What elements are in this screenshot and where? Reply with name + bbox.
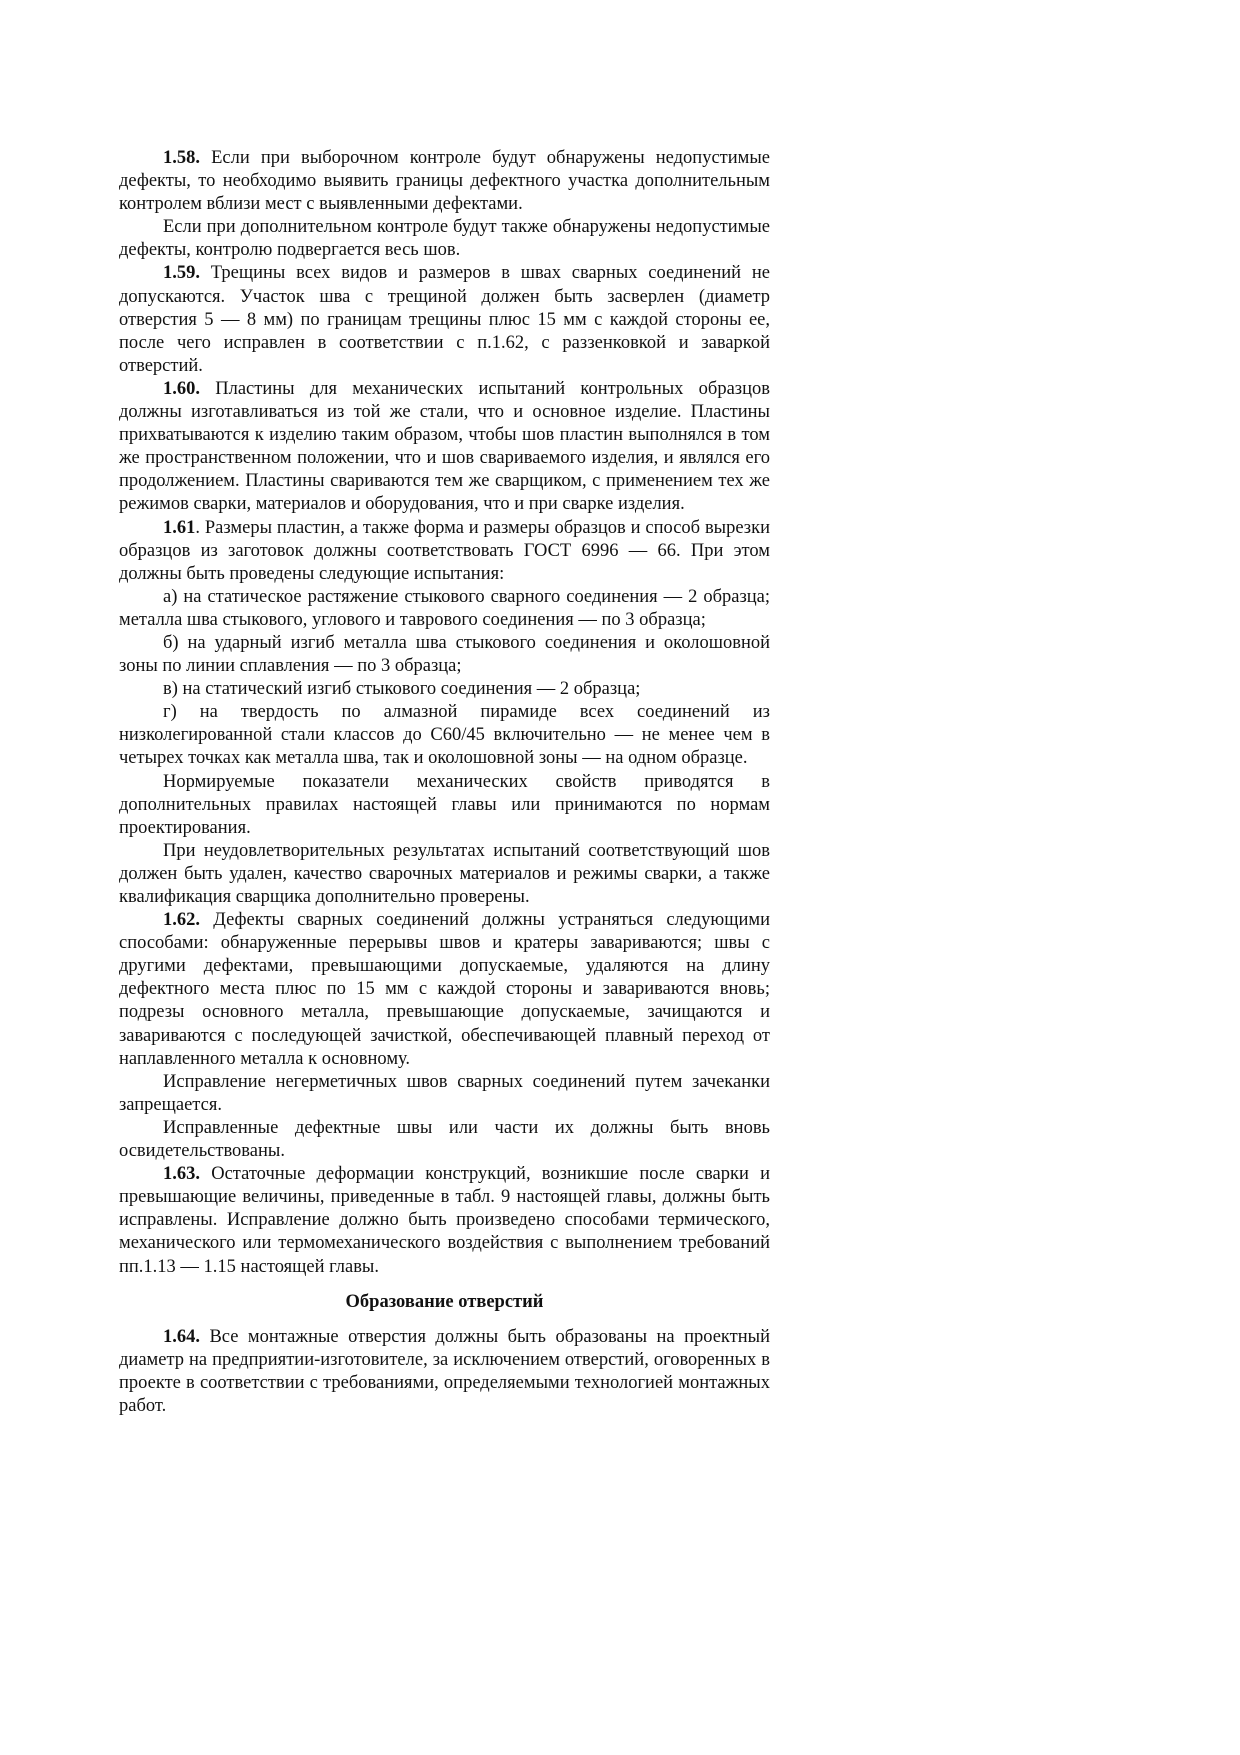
paragraph-text: Пластины для механических испытаний контрольных образцов должны изготавливаться из той же стали, что и основное изделие. Пластины прихватываются к изделию таким образом, чтобы шов пластин выполнялся в том же пространственном положении, что и шов свариваемого изделия, и являлся его продолжением. Пластины свариваются тем же сварщиком, с применением тех же режимов сварки, материалов и оборудования, что и при сварке изделия. — [119, 378, 770, 515]
paragraph-1-64 — [119, 1326, 770, 1418]
paragraph-1-58 — [119, 147, 770, 216]
paragraph-text: Остаточные деформации конструкций, возникшие после сварки и превышающие величины, приведенные в табл. 9 настоящей главы, должны быть исправлены. Исправление должно быть произведено способами термического, механического или термомеханического воздействия с выполнением требований пп.1.13 — 1.15 настоящей главы. — [119, 1164, 770, 1277]
paragraph: Нормируемые показатели механических свойств приводятся в дополнительных правилах настоящей главы или принимаются по нормам проектирования. — [119, 771, 770, 838]
paragraph: Если при дополнительном контроле будут также обнаружены недопустимые дефекты, контролю подвергается весь шов. — [119, 217, 770, 261]
paragraph-1-60 — [119, 378, 770, 517]
paragraph: Исправленные дефектные швы или части их должны быть вновь освидетельствованы. — [119, 1117, 770, 1162]
paragraph-text: . Размеры пластин, а также форма и размеры образцов и способ вырезки образцов из заготовок должны соответствовать ГОСТ 6996 — 66. При этом должны быть проведены следующие испытания: — [119, 517, 770, 584]
section-heading: Образование отверстий — [345, 1291, 544, 1312]
clause-number: 1.59. — [163, 263, 200, 284]
clause-number: 1.61 — [163, 517, 196, 538]
paragraph-text: Дефекты сварных соединений должны устраняться следующими способами: обнаруженные перерывы швов и кратеры завариваются; швы с другими дефектами, превышающими допускаемые, удаляются на длину дефектного места плюс по 15 мм с каждой стороны и завариваются вновь; подрезы основного металла, превышающие допускаемые, зачищаются и завариваются с последующей зачисткой, обеспечивающей плавный переход от наплавленного металла к основному. — [119, 910, 770, 1069]
paragraph-1-61 — [119, 517, 770, 586]
list-item-b: б) на ударный изгиб металла шва стыкового соединения и околошовной зоны по линии сплавления — по 3 образца; — [119, 632, 770, 677]
paragraph-text: Все монтажные отверстия должны быть образованы на проектный диаметр на предприятии-изготовителе, за исключением отверстий, оговоренных в проекте в соответствии с требованиями, определяемыми технологией монтажных работ. — [119, 1326, 770, 1416]
paragraph-text: Трещины всех видов и размеров в швах сварных соединений не допускаются. Участок шва с трещиной должен быть засверлен (диаметр отверстия 5 — 8 мм) по границам трещины плюс 15 мм с каждой стороны ее, после чего исправлен в соответствии с п.1.62, с раззенковкой и заваркой отверстий. — [119, 263, 770, 376]
list-item-g: г) на твердость по алмазной пирамиде всех соединений из низколегированной стали классов до С60/45 включительно — не менее чем в четырех точках как металла шва, так и околошовной зоны — на одном образце. — [119, 702, 770, 769]
clause-number: 1.60. — [163, 378, 200, 399]
clause-number: 1.64. — [163, 1326, 200, 1347]
clause-number: 1.62. — [163, 910, 200, 931]
list-item-a: а) на статическое растяжение стыкового сварного соединения — 2 образца; металла шва стыкового, углового и таврового соединения — по 3 образца; — [119, 586, 770, 630]
document-page — [119, 147, 770, 1418]
clause-number: 1.58. — [163, 148, 200, 168]
list-item-v: в) на статический изгиб стыкового соединения — 2 образца; — [163, 679, 641, 700]
paragraph-text: Если при выборочном контроле будут обнаружены недопустимые дефекты, то необходимо выявить границы дефектного участка дополнительным контролем вблизи мест с выявленными дефектами. — [119, 148, 770, 215]
paragraph: Исправление негерметичных швов сварных соединений путем зачеканки запрещается. — [119, 1071, 770, 1115]
paragraph-1-63 — [119, 1163, 770, 1278]
paragraph: При неудовлетворительных результатах испытаний соответствующий шов должен быть удален, качество сварочных материалов и режимы сварки, а также квалификация сварщика дополнительно проверены. — [119, 840, 770, 907]
paragraph-1-59 — [119, 262, 770, 377]
paragraph-1-62 — [119, 909, 770, 1071]
clause-number: 1.63. — [163, 1164, 200, 1185]
